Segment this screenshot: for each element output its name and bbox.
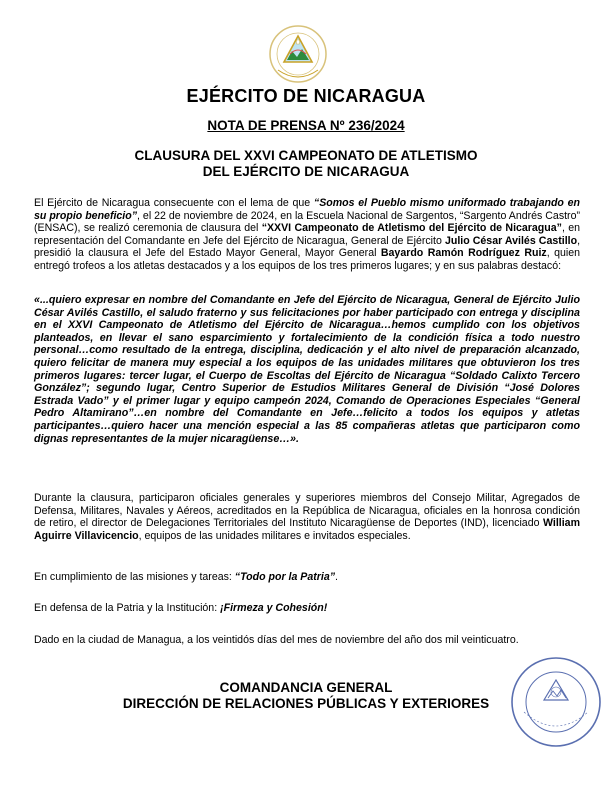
motto: “Somos el Pueblo mismo uniformado trabajando en su propio beneficio” [34, 197, 580, 222]
headline-line-1: CLAUSURA DEL XXVI CAMPEONATO DE ATLETISMO [134, 148, 478, 163]
mission-paragraph [34, 571, 580, 584]
text: Durante la clausura, participaron oficiales generales y superiores miembros del Consejo Militar, Agregados de Defensa, Militares, Navales y Aéreos, acreditados en la República de Nicaragua, oficiales en la honrosa condición de retiro, el director de Delegaciones Territoriales del Instituto Nicaragüense de Deportes (IND), licenciado [34, 492, 580, 530]
text: , el 22 de noviembre de 2024, en la Escuela Nacional de Sargentos, “Sargento Andrés Castro” (ENSAC), se realizó ceremonia de clausura del [34, 209, 581, 235]
event-name: “XXVI Campeonato de Atletismo del Ejército de Nicaragua” [261, 222, 562, 235]
person-name: Bayardo Ramón Rodríguez Ruiz [380, 247, 547, 260]
headline-line-2: DEL EJÉRCITO DE NICARAGUA [202, 164, 410, 179]
intro-paragraph [34, 197, 580, 273]
motto: ¡Firmeza y Cohesión! [220, 602, 328, 614]
text: En defensa de la Patria y la Institución: [34, 602, 221, 614]
text: , en representación del Comandante en Jefe del Ejército de Nicaragua, General de Ejército [34, 222, 581, 247]
date-paragraph: Dado en la ciudad de Managua, a los veintidós días del mes de noviembre del año dos mil veinticuatro. [34, 634, 519, 646]
text: , equipos de las unidades militares e invitados especiales. [138, 529, 411, 542]
speech-quote: «...quiero expresar en nombre del Comandante en Jefe del Ejército de Nicaragua, General de Ejército Julio César Avilés Castillo, el saludo fraterno y sus felicitaciones por haber participado con entrega y disciplina en el XXVI Campeonato de Atletismo del Ejército de Nicaragua…hemos cumplido con los objetivos planteados, en llevar el sano esparcimiento y fortalecimiento de la condición física a todo nuestro personal…como resultado de la entrega, disciplina, dedicación y el alto nivel de preparación alcanzado, quiero felicitar de manera muy especial a los equipos de las unidades militares que obtuvieron los tres primeros lugares: tercer lugar, el Cuerpo de Escoltas del Ejército de Nicaragua “Soldado Calixto Tercero González”; segundo lugar, Centro Superior de Estudios Militares General de División “José Dolores Estrada Vado” y el primer lugar y equipo campeón 2024, Comando de Operaciones Especiales “General Pedro Altamirano”…en nombre del Comandante en Jefe…felicito a todos los equipos y atletas participantes…quiero hacer una mención especial a las 85 compañeras atletas que participaron como dignas representantes de la mujer nicaragüense…». [34, 294, 580, 445]
coat-of-arms-seal [268, 24, 328, 84]
press-note-number: NOTA DE PRENSA Nº 236/2024 [207, 118, 405, 133]
defense-paragraph [34, 602, 580, 615]
text: . [335, 571, 338, 583]
signature-line-2: DIRECCIÓN DE RELACIONES PÚBLICAS Y EXTERIORES [122, 696, 490, 711]
text: , presidió la clausura el Jefe del Estado Mayor General, Mayor General [34, 234, 581, 260]
attendees-paragraph [34, 492, 580, 542]
signature-line-1: COMANDANCIA GENERAL [219, 680, 393, 695]
organization-title: EJÉRCITO DE NICARAGUA [186, 86, 426, 106]
text: En cumplimiento de las misiones y tareas: [34, 571, 235, 583]
official-stamp [510, 656, 602, 748]
person-name: Julio César Avilés Castillo [444, 234, 578, 247]
headline [0, 148, 612, 180]
text: El Ejército de Nicaragua consecuente con el lema de que [34, 197, 314, 209]
motto: “Todo por la Patria” [234, 571, 336, 583]
person-name: William Aguirre Villavicencio [34, 517, 580, 542]
text: , quien entregó trofeos a los atletas destacados y a los equipos de los tres primeros lugares; y en sus palabras destacó: [34, 247, 580, 272]
